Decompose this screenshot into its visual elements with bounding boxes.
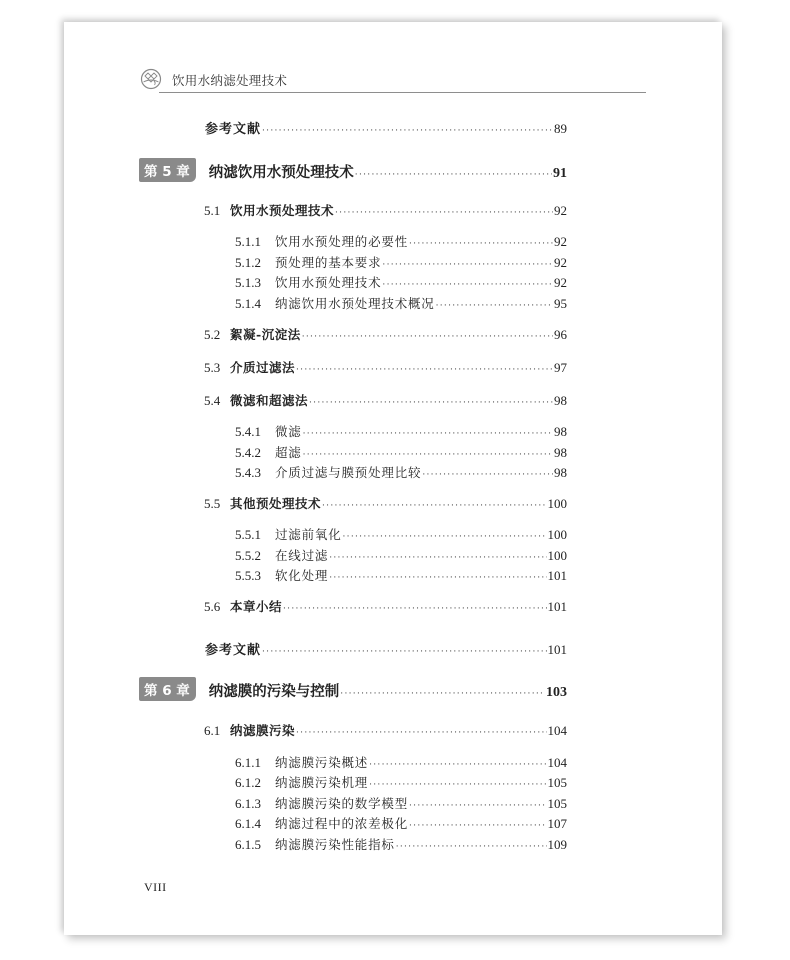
section-number: 5.6 (204, 599, 221, 614)
subsection-number: 6.1.3 (235, 796, 261, 811)
subsection-number: 5.4.3 (235, 465, 261, 480)
toc-subsection[interactable] (235, 753, 567, 771)
subsection-page: 105 (547, 775, 567, 790)
subsection-title: 预处理的基本要求 (275, 255, 382, 270)
toc-chapter-6[interactable] (139, 678, 567, 702)
dot-leader (262, 126, 553, 136)
section-page: 104 (547, 723, 567, 738)
toc-subsection[interactable] (235, 773, 567, 791)
dot-leader (436, 301, 553, 311)
subsection-number: 5.5.3 (235, 568, 261, 583)
dot-leader (262, 647, 546, 657)
dot-leader (382, 280, 553, 290)
subsection-number: 5.1.3 (235, 275, 261, 290)
dot-leader (382, 260, 553, 270)
subsection-page: 104 (547, 755, 567, 770)
subsection-title: 饮用水预处理的必要性 (275, 234, 409, 249)
chapter-page: 91 (553, 166, 567, 181)
subsection-title: 过滤前氧化 (275, 527, 342, 542)
dot-leader (303, 450, 553, 460)
section-page: 96 (554, 327, 567, 342)
toc-subsection[interactable] (235, 232, 567, 250)
toc-chapter-5[interactable] (139, 159, 567, 183)
section-page: 97 (554, 360, 567, 375)
toc-subsection[interactable] (235, 273, 567, 291)
chapter-title: 纳滤饮用水预处理技术 (208, 165, 354, 181)
subsection-title: 纳滤膜污染机理 (275, 775, 369, 790)
subsection-title: 纳滤膜污染的数学模型 (275, 796, 409, 811)
page-folio: VIII (144, 880, 167, 894)
toc-entry-references[interactable] (205, 639, 567, 658)
section-page: 98 (554, 393, 567, 408)
subsection-title: 软化处理 (275, 568, 329, 583)
dot-leader (302, 332, 553, 342)
toc-subsection[interactable] (235, 422, 567, 440)
dot-leader (303, 429, 553, 439)
section-title: 微滤和超滤法 (230, 393, 309, 408)
dot-leader (409, 239, 553, 249)
section-number: 5.4 (204, 393, 221, 408)
dot-leader (355, 170, 552, 180)
dot-leader (329, 573, 546, 583)
section-number: 5.1 (204, 203, 221, 218)
dot-leader (343, 532, 547, 542)
section-number: 5.2 (204, 327, 221, 342)
toc-subsection[interactable] (235, 525, 567, 543)
toc-subsection[interactable] (235, 546, 567, 564)
subsection-number: 5.4.1 (235, 424, 261, 439)
entry-title: 参考文献 (205, 643, 262, 658)
section-page: 101 (547, 599, 567, 614)
header-rule (159, 92, 646, 93)
toc-section[interactable] (204, 721, 567, 739)
subsection-title: 纳滤过程中的浓差极化 (275, 816, 409, 831)
subsection-page: 105 (547, 796, 567, 811)
subsection-number: 5.5.1 (235, 527, 261, 542)
toc-section[interactable] (204, 391, 567, 409)
section-number: 6.1 (204, 723, 221, 738)
subsection-title: 纳滤膜污染性能指标 (275, 837, 395, 852)
section-number: 5.5 (204, 496, 221, 511)
toc-section[interactable] (204, 325, 567, 343)
running-head-title: 饮用水纳滤处理技术 (172, 73, 288, 88)
subsection-title: 超滤 (275, 445, 302, 460)
subsection-title: 纳滤膜污染概述 (275, 755, 369, 770)
subsection-number: 5.4.2 (235, 445, 261, 460)
toc-subsection[interactable] (235, 294, 567, 312)
section-page: 100 (547, 496, 567, 511)
section-title: 絮凝-沉淀法 (230, 327, 301, 342)
dot-leader (283, 604, 546, 614)
dot-leader (340, 689, 545, 699)
globe-emblem-icon (140, 68, 162, 90)
dot-leader (322, 501, 546, 511)
subsection-number: 5.5.2 (235, 548, 261, 563)
subsection-number: 5.1.1 (235, 234, 261, 249)
subsection-number: 6.1.2 (235, 775, 261, 790)
entry-page: 101 (547, 642, 567, 657)
section-number: 5.3 (204, 360, 221, 375)
subsection-title: 微滤 (275, 424, 302, 439)
entry-title: 参考文献 (205, 122, 262, 137)
section-page: 92 (554, 203, 567, 218)
subsection-number: 6.1.4 (235, 816, 261, 831)
dot-leader (296, 728, 546, 738)
subsection-page: 101 (547, 568, 567, 583)
dot-leader (309, 398, 553, 408)
subsection-number: 5.1.2 (235, 255, 261, 270)
subsection-number: 5.1.4 (235, 296, 261, 311)
chapter-page: 103 (546, 685, 567, 700)
subsection-page: 95 (554, 296, 567, 311)
toc-section[interactable] (204, 597, 567, 615)
toc-section[interactable] (204, 201, 567, 219)
toc-subsection[interactable] (235, 443, 567, 461)
subsection-title: 纳滤饮用水预处理技术概况 (275, 296, 435, 311)
toc-subsection[interactable] (235, 566, 567, 584)
dot-leader (369, 760, 546, 770)
section-title: 饮用水预处理技术 (230, 203, 335, 218)
chapter-badge: 第 6 章 (139, 677, 196, 701)
dot-leader (409, 821, 546, 831)
subsection-page: 107 (547, 816, 567, 831)
subsection-title: 在线过滤 (275, 548, 329, 563)
toc-subsection[interactable] (235, 253, 567, 271)
subsection-page: 92 (554, 275, 567, 290)
subsection-page: 100 (547, 527, 567, 542)
section-title: 介质过滤法 (230, 360, 296, 375)
subsection-number: 6.1.5 (235, 837, 261, 852)
entry-page: 89 (554, 121, 567, 136)
toc-subsection[interactable] (235, 835, 567, 853)
chapter-title: 纳滤膜的污染与控制 (208, 684, 340, 700)
subsection-page: 92 (554, 234, 567, 249)
subsection-page: 92 (554, 255, 567, 270)
section-title: 本章小结 (230, 599, 283, 614)
subsection-title: 介质过滤与膜预处理比较 (275, 465, 422, 480)
toc-section[interactable] (204, 494, 567, 512)
subsection-page: 98 (554, 424, 567, 439)
toc-entry-references[interactable] (205, 118, 567, 137)
subsection-title: 饮用水预处理技术 (275, 275, 382, 290)
dot-leader (396, 842, 547, 852)
subsection-page: 100 (547, 548, 567, 563)
dot-leader (329, 553, 546, 563)
dot-leader (296, 365, 553, 375)
toc-subsection[interactable] (235, 794, 567, 812)
toc-subsection[interactable] (235, 814, 567, 832)
subsection-number: 6.1.1 (235, 755, 261, 770)
book-page (64, 22, 722, 935)
toc-section[interactable] (204, 358, 567, 376)
section-title: 纳滤膜污染 (230, 723, 296, 738)
subsection-page: 109 (547, 837, 567, 852)
dot-leader (335, 208, 553, 218)
subsection-page: 98 (554, 465, 567, 480)
chapter-badge: 第 5 章 (139, 158, 196, 182)
section-title: 其他预处理技术 (230, 496, 322, 511)
subsection-page: 98 (554, 445, 567, 460)
dot-leader (369, 780, 546, 790)
dot-leader (409, 801, 546, 811)
dot-leader (422, 470, 553, 480)
toc-subsection[interactable] (235, 463, 567, 481)
